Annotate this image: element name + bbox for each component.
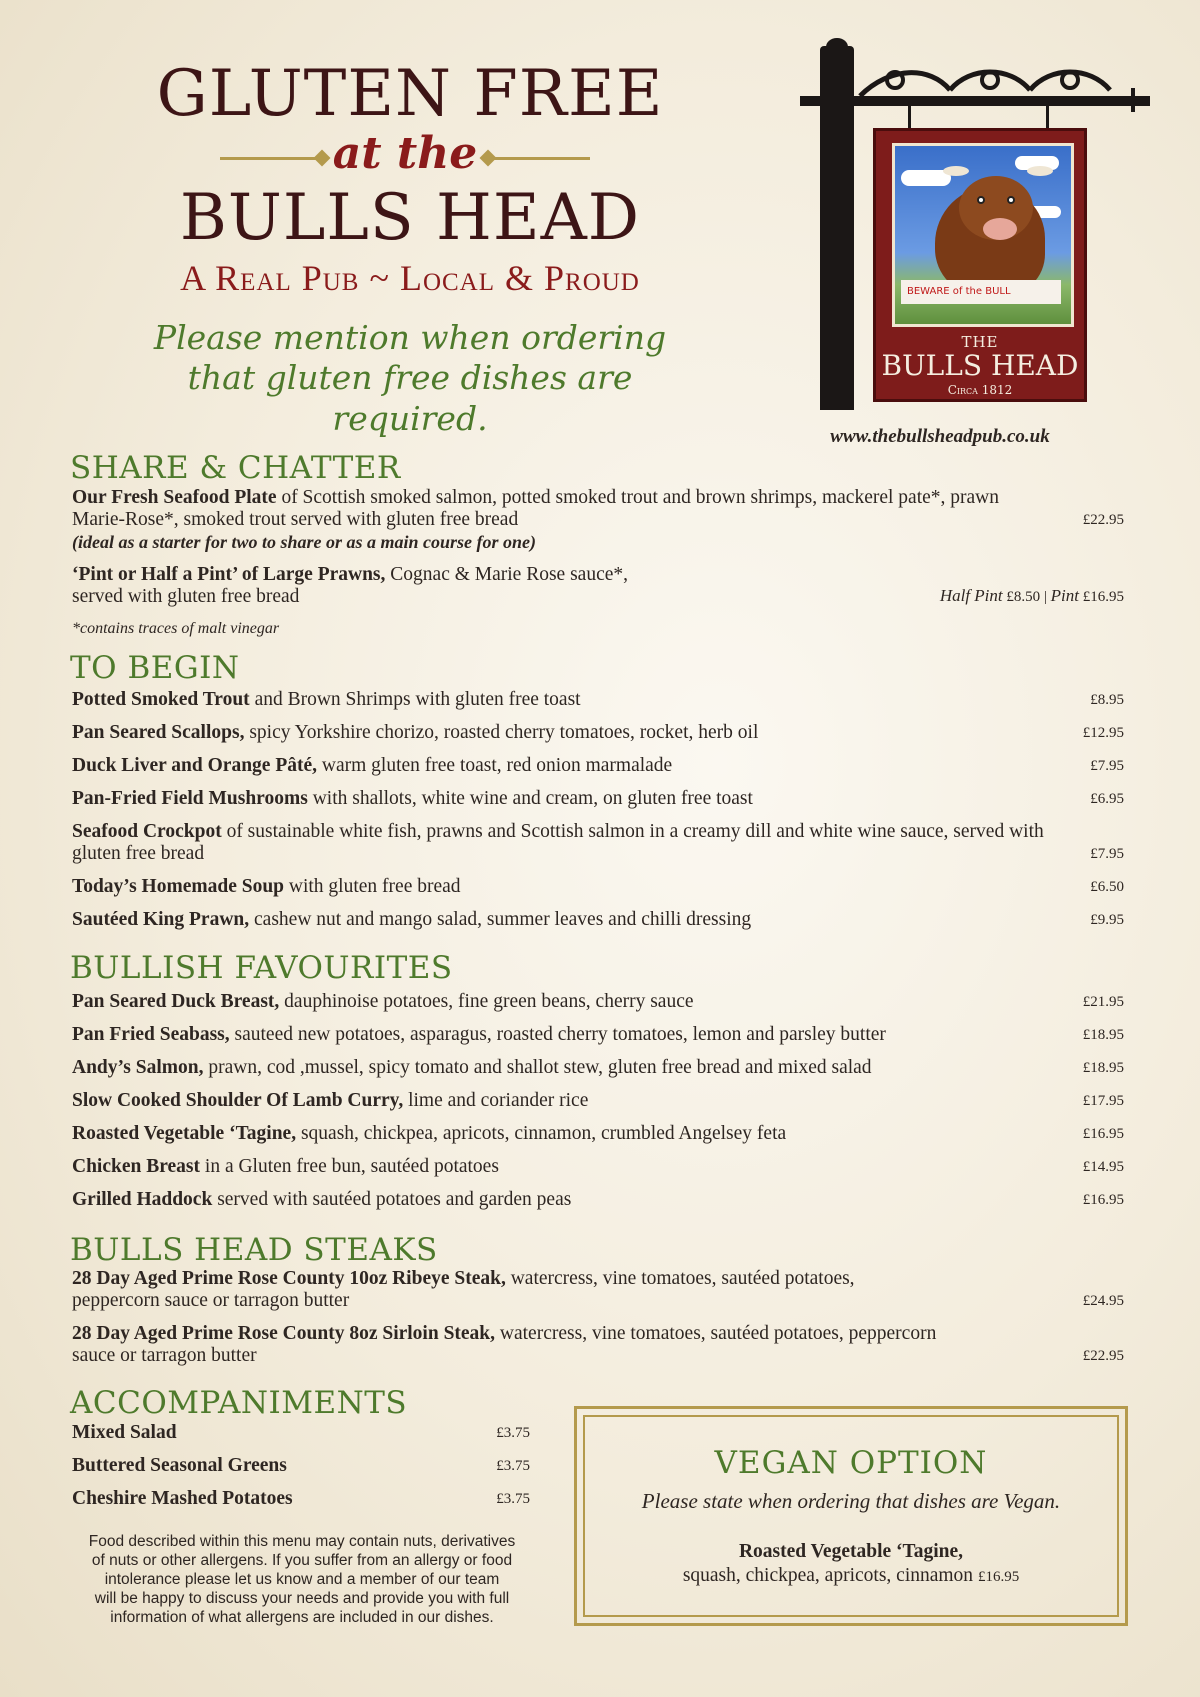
item-name: 28 Day Aged Prime Rose County 10oz Ribeye Steak, xyxy=(72,1268,506,1289)
bull-horn-icon xyxy=(1027,166,1053,176)
sign-circa: Circa 1812 xyxy=(947,383,1013,397)
item-name: Andy’s Salmon, xyxy=(72,1057,204,1078)
item-name: Seafood Crockpot xyxy=(72,821,222,842)
item-name: Our Fresh Seafood Plate xyxy=(72,487,277,508)
title-bulls-head: BULLS HEAD xyxy=(179,181,641,255)
ordering-notice xyxy=(130,318,690,439)
section-title-accompaniments: ACCOMPANIMENTS xyxy=(70,1385,408,1421)
menu-item xyxy=(72,909,1124,931)
bull-eye-icon xyxy=(977,196,985,204)
item-desc: of Scottish smoked salmon, potted smoked trout and brown shrimps, mackerel pate*, prawn Marie-Rose*, smoked trout served with gluten free bread xyxy=(72,487,1000,530)
item-name: Mixed Salad xyxy=(72,1422,177,1443)
menu-item xyxy=(72,689,1124,711)
item-name: Today’s Homemade Soup xyxy=(72,876,285,897)
item-name: Roasted Vegetable ‘Tagine, xyxy=(72,1123,297,1144)
item-price: £12.95 xyxy=(1082,725,1124,741)
menu-item xyxy=(72,1057,1124,1079)
menu-item xyxy=(72,755,1124,777)
menu-item-seafood-plate xyxy=(72,487,1124,553)
side-item xyxy=(72,1422,530,1444)
item-name: Potted Smoked Trout xyxy=(72,689,250,710)
item-name: Sautéed King Prawn, xyxy=(72,909,250,930)
item-price: £7.95 xyxy=(1090,758,1124,774)
menu-item xyxy=(72,991,1124,1013)
item-price: Half Pint £8.50 | Pint £16.95 xyxy=(939,586,1124,605)
menu-item-large-prawns xyxy=(72,564,1124,608)
bull-eye-icon xyxy=(1007,196,1015,204)
item-price: £16.95 xyxy=(1082,1126,1124,1142)
item-name: Pan Seared Scallops, xyxy=(72,722,245,743)
menu-item xyxy=(72,1123,1124,1145)
item-price: £14.95 xyxy=(1082,1159,1124,1175)
item-price: £18.95 xyxy=(1082,1027,1124,1043)
ordering-notice-line1: Please mention when ordering xyxy=(153,318,667,357)
title-at-the-row xyxy=(220,130,590,186)
vegan-subtitle: Please state when ordering that dishes are Vegan. xyxy=(641,1489,1061,1513)
sign-chain-left xyxy=(908,106,911,128)
sign-name: BULLS HEAD xyxy=(881,349,1079,382)
menu-item xyxy=(72,1024,1124,1046)
item-desc: served with sautéed potatoes and garden peas xyxy=(212,1189,572,1210)
section-title-begin: TO BEGIN xyxy=(70,650,240,686)
section-title-steaks: BULLS HEAD STEAKS xyxy=(70,1232,438,1268)
item-price: £22.95 xyxy=(1082,1348,1124,1364)
item-price: £8.95 xyxy=(1090,692,1124,708)
title-gluten-free: GLUTEN FREE xyxy=(156,57,664,131)
vegan-title: VEGAN OPTION xyxy=(714,1445,988,1481)
item-desc: Cognac & Marie Rose sauce*, served with gluten free bread xyxy=(72,564,629,607)
item-price: £3.75 xyxy=(496,1458,530,1474)
item-name: Pan-Fried Field Mushrooms xyxy=(72,788,308,809)
item-name: Duck Liver and Orange Pâté, xyxy=(72,755,318,776)
item-price: £24.95 xyxy=(1082,1293,1124,1309)
item-price: £7.95 xyxy=(1090,846,1124,862)
bull-illustration xyxy=(892,143,1074,327)
item-price: £6.95 xyxy=(1090,791,1124,807)
item-price: £16.95 xyxy=(1082,1192,1124,1208)
section-title-share: SHARE & CHATTER xyxy=(70,450,401,486)
menu-item xyxy=(72,722,1124,744)
item-name: Pan Seared Duck Breast, xyxy=(72,991,280,1012)
item-desc: watercress, vine tomatoes, sautéed potatoes, peppercorn sauce or tarragon butter xyxy=(72,1268,855,1311)
item-price: £21.95 xyxy=(1082,994,1124,1010)
website-link[interactable]: www.thebullsheadpub.co.uk xyxy=(830,426,1050,447)
vegan-option-box xyxy=(574,1406,1128,1626)
title-at-the: at the xyxy=(332,128,478,179)
menu-item xyxy=(72,1189,1124,1211)
item-desc: sauteed new potatoes, asparagus, roasted cherry tomatoes, lemon and parsley butter xyxy=(229,1024,886,1045)
bull-horn-icon xyxy=(943,166,969,176)
item-price: £6.50 xyxy=(1090,879,1124,895)
item-desc: dauphinoise potatoes, fine green beans, cherry sauce xyxy=(279,991,694,1012)
item-desc: in a Gluten free bun, sautéed potatoes xyxy=(200,1156,499,1177)
ordering-notice-line2: that gluten free dishes are required. xyxy=(187,358,633,438)
item-desc: with shallots, white wine and cream, on gluten free toast xyxy=(307,788,753,809)
vegan-dish-desc: squash, chickpea, apricots, cinnamon £16.95 xyxy=(682,1565,1020,1586)
sign-chain-right xyxy=(1046,106,1049,128)
beware-banner: BEWARE of the BULL xyxy=(901,280,1061,304)
item-name: Cheshire Mashed Potatoes xyxy=(72,1488,293,1509)
side-item xyxy=(72,1455,530,1477)
item-desc: of sustainable white fish, prawns and Scottish salmon in a creamy dill and white wine sauce, served with gluten free bread xyxy=(72,821,1044,864)
item-name: Chicken Breast xyxy=(72,1156,201,1177)
menu-item xyxy=(72,1323,1124,1367)
malt-vinegar-footnote: *contains traces of malt vinegar xyxy=(72,620,280,637)
vegan-dish-name: Roasted Vegetable ‘Tagine, xyxy=(738,1541,964,1562)
item-desc: with gluten free bread xyxy=(284,876,461,897)
item-price: £9.95 xyxy=(1090,912,1124,928)
item-desc: prawn, cod ,mussel, spicy tomato and shallot stew, gluten free bread and mixed salad xyxy=(203,1057,872,1078)
tagline: A Real Pub ~ Local & Proud xyxy=(180,258,640,298)
item-price: £3.75 xyxy=(496,1491,530,1507)
item-price: £22.95 xyxy=(1082,512,1124,528)
bull-nose-icon xyxy=(983,218,1017,240)
divider-right xyxy=(490,157,590,160)
item-name: ‘Pint or Half a Pint’ of Large Prawns, xyxy=(72,564,386,585)
item-desc: spicy Yorkshire chorizo, roasted cherry tomatoes, rocket, herb oil xyxy=(244,722,759,743)
item-desc: lime and coriander rice xyxy=(403,1090,589,1111)
item-desc: watercress, vine tomatoes, sautéed potatoes, peppercorn sauce or tarragon butter xyxy=(72,1323,937,1366)
item-name: Grilled Haddock xyxy=(72,1189,213,1210)
item-name: 28 Day Aged Prime Rose County 8oz Sirloin Steak, xyxy=(72,1323,496,1344)
item-price: £3.75 xyxy=(496,1425,530,1441)
item-name: Pan Fried Seabass, xyxy=(72,1024,230,1045)
item-price: £18.95 xyxy=(1082,1060,1124,1076)
menu-item xyxy=(72,1090,1124,1112)
item-desc: cashew nut and mango salad, summer leaves and chilli dressing xyxy=(249,909,752,930)
item-desc: squash, chickpea, apricots, cinnamon, crumbled Angelsey feta xyxy=(296,1123,787,1144)
allergen-notice: Food described within this menu may contain nuts, derivatives of nuts or other allergens. If you suffer from an allergy or food intolerance please let us know and a member of our team will be happy to discuss your needs and provide you with full information of what allergens are included in our dishes. xyxy=(88,1533,516,1626)
section-title-favourites: BULLISH FAVOURITES xyxy=(70,950,453,986)
menu-item xyxy=(72,788,1124,810)
item-desc: and Brown Shrimps with gluten free toast xyxy=(249,689,581,710)
menu-item xyxy=(72,1156,1124,1178)
sign-the: THE xyxy=(961,333,999,351)
menu-item xyxy=(72,876,1124,898)
item-name: Slow Cooked Shoulder Of Lamb Curry, xyxy=(72,1090,404,1111)
item-name: Buttered Seasonal Greens xyxy=(72,1455,287,1476)
menu-item xyxy=(72,1268,1124,1312)
side-item xyxy=(72,1488,530,1510)
menu-item xyxy=(72,821,1124,865)
sign-board xyxy=(873,128,1087,402)
item-price: £17.95 xyxy=(1082,1093,1124,1109)
item-note: (ideal as a starter for two to share or as a main course for one) xyxy=(72,532,537,552)
item-desc: warm gluten free toast, red onion marmalade xyxy=(317,755,673,776)
scroll-ornament-icon xyxy=(850,60,1150,120)
vegan-dish-price: £16.95 xyxy=(977,1569,1020,1585)
